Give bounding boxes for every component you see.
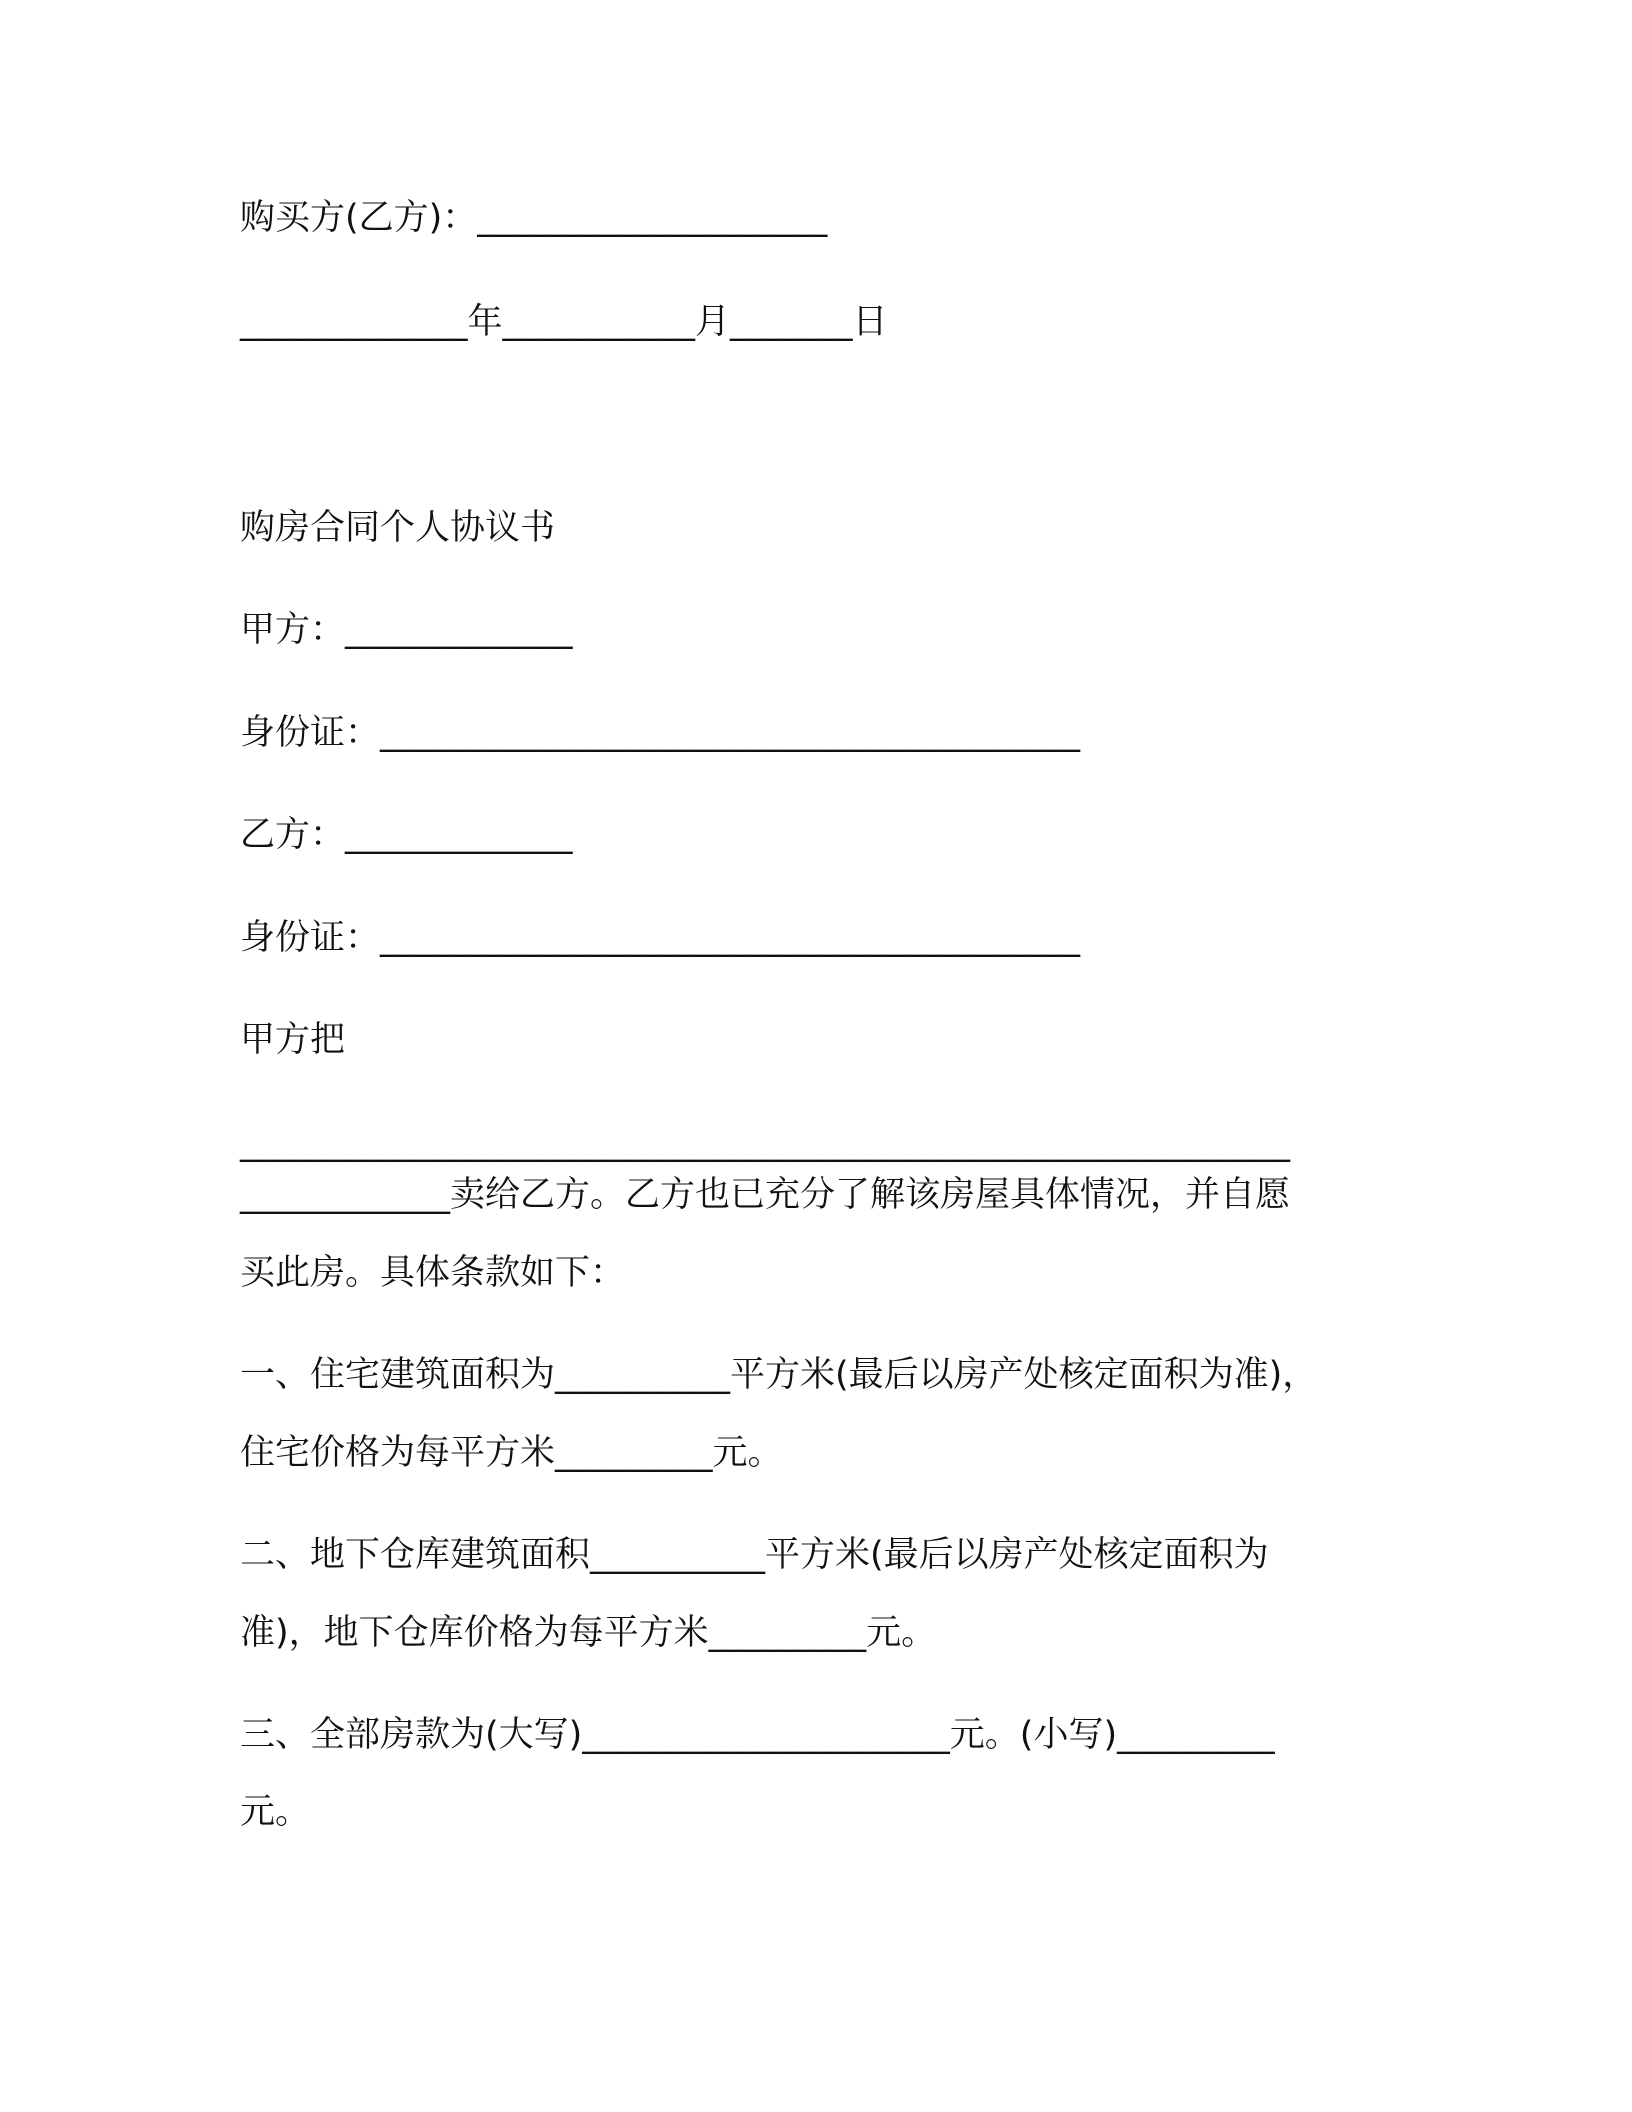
contract-title: 购房合同个人协议书 — [240, 508, 556, 548]
party-b-id-line: 身份证：________________________________________ — [240, 918, 1081, 958]
clause-3-line-2: 元。 — [240, 1792, 311, 1832]
clause-1-line-1: 一、住宅建筑面积为__________平方米(最后以房产处核定面积为准)， — [240, 1355, 1318, 1395]
party-b-line: 乙方：_____________ — [240, 815, 573, 855]
buyer-line: 购买方(乙方)：____________________ — [240, 198, 828, 238]
property-blank-line: ____________________________________________________________ — [240, 1123, 1290, 1163]
clause-2-line-2: 准)，地下仓库价格为每平方米_________元。 — [240, 1613, 937, 1653]
date-line: _____________年___________月_______日 — [240, 302, 888, 342]
clause-3-line-1: 三、全部房款为(大写)_____________________元。(小写)_________ — [240, 1715, 1275, 1755]
terms-intro-line: 买此房。具体条款如下： — [240, 1253, 626, 1293]
party-a-line: 甲方：_____________ — [240, 610, 573, 650]
clause-1-line-2: 住宅价格为每平方米_________元。 — [240, 1433, 783, 1473]
intro-line: 甲方把 — [240, 1020, 346, 1060]
party-a-id-line: 身份证：________________________________________ — [240, 713, 1081, 753]
sale-statement-line: ____________卖给乙方。乙方也已充分了解该房屋具体情况，并自愿 — [240, 1175, 1291, 1215]
clause-2-line-1: 二、地下仓库建筑面积__________平方米(最后以房产处核定面积为 — [240, 1535, 1269, 1575]
